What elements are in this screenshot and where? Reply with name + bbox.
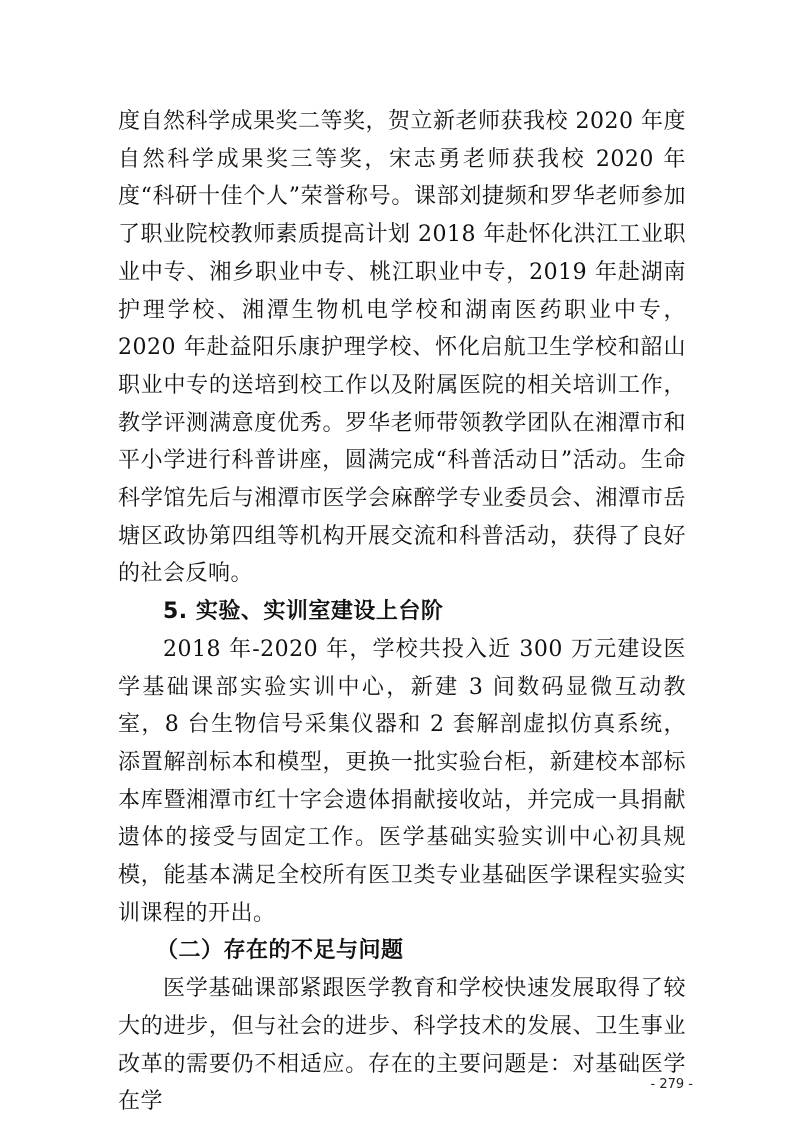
body-text xyxy=(118,103,686,1121)
section-heading-lab-construction: 5. 实验、实训室建设上台阶 xyxy=(163,599,444,625)
paragraph-lab-investment: 2018 年-2020 年，学校共投入近 300 万元建设医学基础课部实验实训中心，新建 3 间数码显微互动教室，8 台生物信号采集仪器和 2 套解剖虚拟仿真系统，添置解剖标本和模型，更换一批实验台柜，新建校本部标本库暨湘潭市红十字会遗体捐献接收站，并完成一具捐献遗体的接受与固定工作。医学基础实验实训中心初具规模，能基本满足全校所有医卫类专业基础医学课程实验实训课程的开出。 xyxy=(118,636,686,926)
paragraph-problems-intro: 医学基础课部紧跟医学教育和学校快速发展取得了较大的进步，但与社会的进步、科学技术的发展、卫生事业改革的需要仍不相适应。存在的主要问题是：对基础医学在学 xyxy=(118,976,686,1115)
paragraph-awards-and-training: 度自然科学成果奖二等奖，贺立新老师获我校 2020 年度自然科学成果奖三等奖，宋志勇老师获我校 2020 年度“科研十佳个人”荣誉称号。课部刘捷频和罗华老师参加了职业院校教师素质提高计划 2018 年赴怀化洪江工业职业中专、湘乡职业中专、桃江职业中专，2019 年赴湖南护理学校、湘潭生物机电学校和湖南医药职业中专，2020 年赴益阳乐康护理学校、怀化启航卫生学校和韶山职业中专的送培到校工作以及附属医院的相关培训工作，教学评测满意度优秀。罗华老师带领教学团队在湘潭市和平小学进行科普讲座，圆满完成“科普活动日”活动。生命科学馆先后与湘潭市医学会麻醉学专业委员会、湘潭市岳塘区政协第四组等机构开展交流和科普活动，获得了良好的社会反响。 xyxy=(118,109,686,587)
page-number: - 279 - xyxy=(650,1077,693,1092)
section-heading-problems: （二）存在的不足与问题 xyxy=(156,938,404,964)
